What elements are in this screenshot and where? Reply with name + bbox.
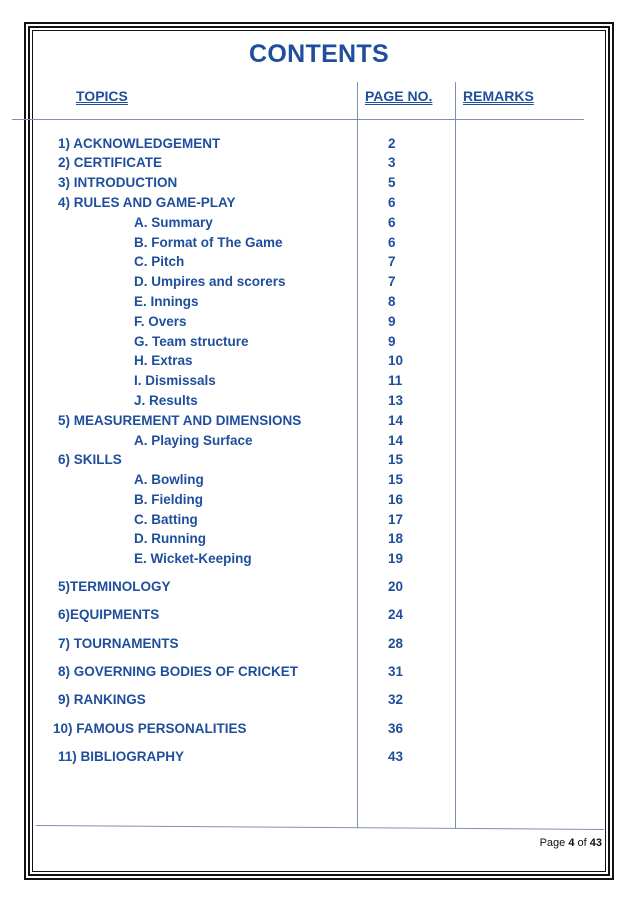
toc-page-number: 14	[388, 413, 404, 428]
toc-row	[0, 254, 638, 272]
toc-topic: 4) RULES AND GAME-PLAY	[58, 195, 236, 210]
toc-row	[0, 551, 638, 569]
toc-topic: 9) RANKINGS	[58, 692, 146, 707]
toc-topic: H. Extras	[134, 353, 193, 368]
header-topics: TOPICS	[76, 88, 128, 104]
toc-page-number: 28	[388, 636, 404, 651]
toc-row	[0, 393, 638, 411]
toc-row	[0, 274, 638, 292]
toc-topic: 3) INTRODUCTION	[58, 175, 178, 190]
toc-row	[0, 531, 638, 549]
toc-page-number: 11	[388, 373, 403, 388]
toc-row	[0, 195, 638, 213]
toc-page-number: 24	[388, 607, 404, 622]
toc-topic: 11) BIBLIOGRAPHY	[58, 749, 185, 764]
toc-page-number: 9	[388, 314, 396, 329]
toc-page-number: 18	[388, 531, 404, 546]
toc-topic: D. Umpires and scorers	[134, 274, 286, 289]
toc-page-number: 6	[388, 195, 396, 210]
toc-topic: A. Bowling	[134, 472, 204, 487]
toc-page-number: 7	[388, 274, 396, 289]
toc-topic: F. Overs	[134, 314, 187, 329]
toc-row	[0, 492, 638, 510]
toc-page-number: 6	[388, 235, 396, 250]
toc-page-number: 17	[388, 512, 404, 527]
toc-topic: 6) SKILLS	[58, 452, 122, 467]
toc-row	[0, 294, 638, 312]
toc-page-number: 32	[388, 692, 404, 707]
toc-row	[0, 373, 638, 391]
toc-row	[0, 607, 638, 625]
toc-row	[0, 636, 638, 654]
toc-topic: A. Summary	[134, 215, 213, 230]
footer-prefix: Page	[539, 837, 569, 849]
toc-row	[0, 136, 638, 154]
toc-topic: 1) ACKNOWLEDGEMENT	[58, 136, 221, 151]
toc-topic: 8) GOVERNING BODIES OF CRICKET	[58, 664, 299, 679]
toc-topic: E. Innings	[134, 294, 199, 309]
toc-page-number: 19	[388, 551, 404, 566]
toc-page-number: 43	[388, 749, 404, 764]
toc-page-number: 36	[388, 721, 404, 736]
toc-topic: A. Playing Surface	[134, 433, 253, 448]
toc-row	[0, 721, 638, 739]
toc-topic: 10) FAMOUS PERSONALITIES	[53, 721, 247, 736]
footer-current-page: 4	[568, 837, 575, 849]
toc-topic: 6)EQUIPMENTS	[58, 607, 160, 622]
page-title: CONTENTS	[249, 40, 389, 68]
toc-row	[0, 472, 638, 490]
toc-row	[0, 413, 638, 431]
toc-row	[0, 235, 638, 253]
toc-page-number: 13	[388, 393, 404, 408]
header-remarks: REMARKS	[463, 88, 534, 104]
toc-row	[0, 749, 638, 767]
toc-page-number: 3	[388, 155, 396, 170]
toc-topic: C. Batting	[134, 512, 198, 527]
toc-topic: B. Format of The Game	[134, 235, 283, 250]
toc-row	[0, 155, 638, 173]
toc-topic: 5) MEASUREMENT AND DIMENSIONS	[58, 413, 302, 428]
toc-page-number: 5	[388, 175, 396, 190]
toc-page-number: 2	[388, 136, 396, 151]
toc-row	[0, 452, 638, 470]
toc-topic: I. Dismissals	[134, 373, 216, 388]
toc-topic: B. Fielding	[134, 492, 203, 507]
toc-row	[0, 215, 638, 233]
toc-topic: E. Wicket-Keeping	[134, 551, 252, 566]
toc-row	[0, 334, 638, 352]
toc-row	[0, 175, 638, 193]
toc-page-number: 10	[388, 353, 404, 368]
header-page-no: PAGE NO.	[365, 88, 433, 104]
toc-row	[0, 579, 638, 597]
toc-topic: 5)TERMINOLOGY	[58, 579, 171, 594]
toc-page-number: 31	[388, 664, 404, 679]
footer-of: of	[574, 837, 590, 849]
toc-row	[0, 433, 638, 451]
toc-topic: J. Results	[134, 393, 198, 408]
toc-page-number: 8	[388, 294, 396, 309]
toc-topic: G. Team structure	[134, 334, 249, 349]
toc-topic: 2) CERTIFICATE	[58, 155, 162, 170]
toc-page-number: 16	[388, 492, 404, 507]
page-footer	[540, 837, 602, 849]
toc-page-number: 20	[388, 579, 404, 594]
toc-topic: D. Running	[134, 531, 206, 546]
toc-row	[0, 692, 638, 710]
toc-row	[0, 512, 638, 530]
toc-row	[0, 664, 638, 682]
table-header-rule	[12, 119, 584, 120]
toc-page-number: 14	[388, 433, 404, 448]
toc-page-number: 7	[388, 254, 396, 269]
toc-page-number: 15	[388, 452, 404, 467]
footer-total-pages: 43	[589, 837, 602, 849]
toc-page-number: 9	[388, 334, 396, 349]
toc-page-number: 15	[388, 472, 404, 487]
toc-topic: C. Pitch	[134, 254, 185, 269]
toc-row	[0, 353, 638, 371]
toc-topic: 7) TOURNAMENTS	[58, 636, 179, 651]
toc-row	[0, 314, 638, 332]
toc-page-number: 6	[388, 215, 396, 230]
